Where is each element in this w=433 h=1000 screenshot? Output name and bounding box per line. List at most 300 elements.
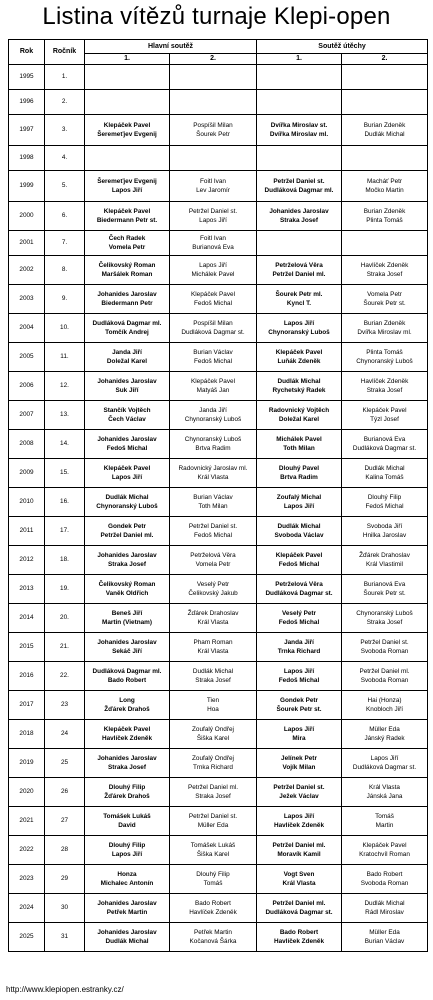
player-name-second: Svoboda Roman: [360, 880, 409, 887]
result-cell-b: [170, 575, 257, 604]
result-cell-a: [85, 314, 170, 343]
player-name-first: [342, 68, 427, 77]
result-cell-a: [85, 662, 170, 691]
player-name-first: [342, 93, 427, 102]
year-cell: 2021: [9, 807, 45, 836]
player-name-first: Chynoranský Luboš: [356, 610, 413, 617]
player-name-second: Močko Martin: [365, 187, 404, 194]
player-name-first: [257, 234, 341, 243]
year-cell: 1999: [9, 171, 45, 202]
player-name-second: Šiška Karel: [196, 851, 230, 858]
player-name-second: Kratochvíl Roman: [359, 851, 410, 858]
player-name-second: Matyáš Jan: [196, 387, 230, 394]
player-name-first: Klepáček Pavel: [275, 552, 323, 559]
player-name-second: Chynoranský Luboš: [184, 416, 242, 423]
player-name-first: Šourek Petr ml.: [275, 291, 323, 298]
player-name-first: Pham Roman: [193, 639, 233, 646]
player-name-first: Klepáček Pavel: [362, 407, 407, 414]
rocnik-cell: 6.: [45, 202, 85, 231]
year-cell: 2005: [9, 343, 45, 372]
player-name-first: Johanides Jaroslav: [97, 929, 157, 936]
result-cell-c: [257, 372, 342, 401]
table-row: [9, 633, 428, 662]
player-name-second: Vomela Petr: [108, 244, 146, 251]
table-row: [9, 923, 428, 952]
result-cell-c: [257, 146, 342, 171]
result-cell-b: [170, 285, 257, 314]
year-cell: 1998: [9, 146, 45, 171]
player-name-second: Král Vlasta: [282, 880, 316, 887]
player-name-second: Brtva Radim: [280, 474, 318, 481]
player-name-first: Klepáček Pavel: [103, 726, 151, 733]
result-cell-b: [170, 314, 257, 343]
result-cell-b: [170, 65, 257, 90]
year-cell: 2004: [9, 314, 45, 343]
header-rocnik: Ročník: [45, 40, 85, 65]
result-cell-d: [342, 372, 428, 401]
player-name-first: Veselý Petr: [281, 610, 317, 617]
player-name-first: Stančík Vojtěch: [103, 407, 151, 414]
player-name-first: Dlouhý Filip: [108, 784, 146, 791]
player-name-first: Gondek Petr: [280, 697, 318, 704]
player-name-first: Svoboda Jiří: [366, 523, 403, 530]
result-cell-a: [85, 488, 170, 517]
player-name-second: Luňák Zdeněk: [277, 358, 321, 365]
player-name-second: Lev Jaromír: [196, 187, 230, 194]
table-row: [9, 488, 428, 517]
result-cell-c: [257, 517, 342, 546]
player-name-second: Toth Milan: [283, 445, 315, 452]
player-name-first: Lapos Jiří: [283, 668, 315, 675]
player-name-second: Michálek Pavel: [191, 271, 235, 278]
rocnik-cell: 2.: [45, 90, 85, 115]
player-name-first: Burian Zdeněk: [363, 208, 406, 215]
result-cell-a: [85, 343, 170, 372]
result-cell-d: [342, 343, 428, 372]
result-cell-c: [257, 894, 342, 923]
player-name-second: Havlíček Zdeněk: [189, 909, 237, 916]
player-name-second: Fedoš Michal: [193, 300, 232, 307]
year-cell: 2025: [9, 923, 45, 952]
table-row: [9, 720, 428, 749]
result-cell-d: [342, 401, 428, 430]
result-cell-a: [85, 430, 170, 459]
result-cell-a: [85, 546, 170, 575]
result-cell-c: [257, 430, 342, 459]
player-name-first: Dudlák Michal: [105, 494, 149, 501]
player-name-second: Čelikovský Jakub: [188, 590, 238, 597]
result-cell-d: [342, 923, 428, 952]
result-cell-c: [257, 90, 342, 115]
result-cell-d: [342, 459, 428, 488]
player-name-second: Hnilka Jaroslav: [362, 532, 407, 539]
player-name-second: Dudlák Michal: [364, 131, 405, 138]
player-name-first: [257, 93, 341, 102]
player-name-first: [170, 93, 256, 102]
player-name-first: Long: [119, 697, 135, 704]
player-name-second: Michalec Antonín: [100, 880, 154, 887]
player-name-first: Petrželová Věra: [275, 262, 323, 269]
player-name-second: Fedoš Michal: [278, 619, 320, 626]
player-name-first: Čelikovský Roman: [98, 262, 156, 269]
player-name-second: Suk Jiří: [115, 387, 139, 394]
result-cell-c: [257, 488, 342, 517]
result-cell-d: [342, 171, 428, 202]
player-name-second: Vomela Petr: [195, 561, 231, 568]
player-name-second: Rádl Miroslav: [365, 909, 404, 916]
player-name-first: Burian Zdeněk: [363, 122, 406, 129]
rocnik-cell: 27: [45, 807, 85, 836]
result-cell-c: [257, 231, 342, 256]
year-cell: 2002: [9, 256, 45, 285]
player-name-first: Lapos Jiří: [283, 726, 315, 733]
player-name-second: Mira: [292, 735, 306, 742]
player-name-second: Maršálek Roman: [101, 271, 153, 278]
rocnik-cell: 13.: [45, 401, 85, 430]
player-name-second: Petřek Martin: [106, 909, 148, 916]
result-cell-a: [85, 90, 170, 115]
rocnik-cell: 24: [45, 720, 85, 749]
rocnik-cell: 8.: [45, 256, 85, 285]
player-name-first: Dvířka Miroslav st.: [270, 122, 328, 129]
player-name-first: Hai (Honza): [367, 697, 402, 704]
player-name-first: Johanides Jaroslav: [97, 552, 157, 559]
rocnik-cell: 31: [45, 923, 85, 952]
result-cell-d: [342, 894, 428, 923]
table-row: [9, 231, 428, 256]
result-cell-c: [257, 923, 342, 952]
player-name-first: Čelikovský Roman: [98, 581, 156, 588]
result-cell-b: [170, 115, 257, 146]
player-name-second: Dudláková Dagmar st.: [265, 909, 333, 916]
player-name-first: Klepáček Pavel: [103, 465, 151, 472]
player-name-second: Tomčík Andrej: [105, 329, 149, 336]
year-cell: 2013: [9, 575, 45, 604]
player-name-first: Johanides Jaroslav: [97, 291, 157, 298]
year-cell: 2009: [9, 459, 45, 488]
result-cell-d: [342, 836, 428, 865]
result-cell-a: [85, 401, 170, 430]
player-name-first: Král Vlasta: [369, 784, 400, 791]
player-name-first: Dlouhý Filip: [196, 871, 230, 878]
result-cell-d: [342, 90, 428, 115]
result-cell-d: [342, 749, 428, 778]
result-cell-b: [170, 146, 257, 171]
table-row: [9, 836, 428, 865]
result-cell-a: [85, 836, 170, 865]
player-name-second: Lapos Jiří: [199, 217, 227, 224]
player-name-first: Petržel Daniel st.: [360, 639, 409, 646]
rocnik-cell: 4.: [45, 146, 85, 171]
player-name-first: [257, 149, 341, 158]
player-name-first: Janda Jiří: [199, 407, 227, 414]
year-cell: 2010: [9, 488, 45, 517]
result-cell-a: [85, 459, 170, 488]
year-cell: 2019: [9, 749, 45, 778]
table-row: [9, 865, 428, 894]
result-cell-b: [170, 894, 257, 923]
header-soutez-utechy: Soutěž útěchy: [257, 40, 428, 54]
player-name-second: Havlíček Zdeněk: [273, 822, 325, 829]
player-name-second: Dudláková Dagmar st.: [181, 329, 245, 336]
result-cell-c: [257, 343, 342, 372]
player-name-first: Burian Václav: [193, 494, 233, 501]
table-row: [9, 517, 428, 546]
player-name-first: Johanides Jaroslav: [97, 755, 157, 762]
result-cell-d: [342, 517, 428, 546]
player-name-second: Lapos Jiří: [283, 503, 315, 510]
player-name-first: Tomášek Lukáš: [190, 842, 236, 849]
player-name-second: Fedoš Michal: [193, 532, 232, 539]
year-cell: 2024: [9, 894, 45, 923]
player-name-first: Veselý Petr: [196, 581, 230, 588]
rocnik-cell: 3.: [45, 115, 85, 146]
result-cell-d: [342, 115, 428, 146]
player-name-first: Müller Eda: [369, 929, 400, 936]
result-cell-b: [170, 865, 257, 894]
header-utechy-2: 2.: [342, 54, 428, 65]
player-name-first: Tien: [206, 697, 220, 704]
player-name-first: Burian Václav: [193, 349, 233, 356]
player-name-first: Klepáček Pavel: [103, 122, 151, 129]
player-name-second: Kalina Tomáš: [365, 474, 404, 481]
result-cell-a: [85, 202, 170, 231]
player-name-second: Týzl Josef: [370, 416, 399, 423]
result-cell-b: [170, 488, 257, 517]
result-cell-d: [342, 604, 428, 633]
player-name-first: Vomela Petr: [367, 291, 402, 298]
player-name-second: [85, 77, 169, 86]
player-name-second: [170, 158, 256, 167]
result-cell-b: [170, 90, 257, 115]
result-cell-b: [170, 604, 257, 633]
player-name-first: Petržel Daniel st.: [188, 208, 238, 215]
player-name-first: Petržel Daniel st.: [273, 784, 325, 791]
player-name-second: [170, 102, 256, 111]
player-name-first: Gondek Petr: [108, 523, 146, 530]
table-row: [9, 662, 428, 691]
player-name-first: Dudláková Dagmar ml.: [92, 320, 162, 327]
player-name-first: Klepáček Pavel: [362, 842, 407, 849]
result-cell-d: [342, 575, 428, 604]
player-name-first: Zoufalý Michal: [276, 494, 322, 501]
player-name-second: Sekáč Jiří: [112, 648, 142, 655]
table-row: [9, 430, 428, 459]
result-cell-c: [257, 691, 342, 720]
result-cell-c: [257, 285, 342, 314]
player-name-second: [342, 102, 427, 111]
player-name-first: Petřek Martin: [193, 929, 232, 936]
result-cell-d: [342, 146, 428, 171]
header-rok: Rok: [9, 40, 45, 65]
result-cell-d: [342, 778, 428, 807]
player-name-first: Petržel Daniel ml.: [187, 784, 239, 791]
result-cell-d: [342, 65, 428, 90]
player-name-second: Vojík Milan: [282, 764, 316, 771]
player-name-second: Kočanová Šárka: [189, 938, 237, 945]
rocnik-cell: 23: [45, 691, 85, 720]
result-cell-c: [257, 604, 342, 633]
player-name-first: Burianová Eva: [363, 581, 406, 588]
table-row: [9, 459, 428, 488]
player-name-second: Čech Václav: [108, 416, 146, 423]
rocnik-cell: 14.: [45, 430, 85, 459]
result-cell-d: [342, 662, 428, 691]
player-name-second: Straka Josef: [366, 387, 403, 394]
player-name-second: [257, 158, 341, 167]
player-name-first: Žďárek Drahoslav: [359, 552, 410, 559]
player-name-first: Johanides Jaroslav: [269, 208, 329, 215]
header-hlavni-1: 1.: [85, 54, 170, 65]
rocnik-cell: 30: [45, 894, 85, 923]
player-name-first: Klepáček Pavel: [275, 349, 323, 356]
player-name-first: Vogt Sven: [283, 871, 315, 878]
result-cell-b: [170, 343, 257, 372]
player-name-second: Straka Josef: [366, 619, 403, 626]
player-name-first: Čech Radek: [108, 235, 146, 242]
player-name-first: [342, 234, 427, 243]
year-cell: 2012: [9, 546, 45, 575]
result-cell-a: [85, 285, 170, 314]
result-cell-c: [257, 171, 342, 202]
result-cell-d: [342, 865, 428, 894]
player-name-first: Johanides Jaroslav: [97, 639, 157, 646]
player-name-first: Petržel Daniel ml.: [272, 900, 326, 907]
player-name-second: Martin (Vietnam): [102, 619, 152, 626]
year-cell: 2011: [9, 517, 45, 546]
table-row: [9, 401, 428, 430]
player-name-second: Šourek Petr st.: [276, 706, 322, 713]
result-cell-b: [170, 256, 257, 285]
rocnik-cell: 29: [45, 865, 85, 894]
player-name-first: Radovnický Vojtěch: [268, 407, 330, 414]
table-row: [9, 372, 428, 401]
player-name-second: Doležal Karel: [278, 416, 320, 423]
player-name-first: Petrželová Věra: [275, 581, 323, 588]
rocnik-cell: 20.: [45, 604, 85, 633]
year-cell: 2003: [9, 285, 45, 314]
result-cell-b: [170, 459, 257, 488]
result-cell-a: [85, 894, 170, 923]
player-name-second: Kyncl T.: [286, 300, 312, 307]
player-name-second: Šiška Karel: [196, 735, 230, 742]
result-cell-c: [257, 836, 342, 865]
player-name-second: Dudláková Dagmar st.: [352, 445, 417, 452]
result-cell-a: [85, 171, 170, 202]
result-cell-b: [170, 749, 257, 778]
rocnik-cell: 21.: [45, 633, 85, 662]
player-name-second: Fedoš Michal: [193, 358, 232, 365]
player-name-first: Plinta Tomáš: [366, 349, 403, 356]
player-name-second: Šourek Petr st.: [363, 590, 406, 597]
player-name-first: Lapos Jiří: [283, 320, 315, 327]
result-cell-c: [257, 65, 342, 90]
player-name-first: Michálek Pavel: [276, 436, 322, 443]
player-name-second: Král Vlastimil: [366, 561, 403, 568]
player-name-first: Pospíšil Milan: [193, 320, 233, 327]
year-cell: 1997: [9, 115, 45, 146]
result-cell-a: [85, 807, 170, 836]
result-cell-b: [170, 517, 257, 546]
player-name-first: Jelínek Petr: [281, 755, 317, 762]
result-cell-d: [342, 314, 428, 343]
result-cell-c: [257, 778, 342, 807]
result-cell-b: [170, 430, 257, 459]
player-name-second: Havlíček Zdeněk: [273, 938, 325, 945]
player-name-second: Havlíček Zdeněk: [101, 735, 153, 742]
player-name-second: Jánská Jana: [366, 793, 403, 800]
player-name-first: Dudlák Michal: [364, 465, 405, 472]
rocnik-cell: 22.: [45, 662, 85, 691]
table-row: [9, 343, 428, 372]
year-cell: 1995: [9, 65, 45, 90]
player-name-first: Dlouhý Pavel: [278, 465, 320, 472]
player-name-second: [257, 102, 341, 111]
result-cell-c: [257, 459, 342, 488]
table-body: [9, 65, 428, 952]
rocnik-cell: 10.: [45, 314, 85, 343]
result-cell-c: [257, 749, 342, 778]
result-cell-c: [257, 202, 342, 231]
year-cell: 2022: [9, 836, 45, 865]
table-row: [9, 575, 428, 604]
player-name-second: Müller Eda: [197, 822, 229, 829]
table-row: [9, 546, 428, 575]
player-name-second: Trnka Richard: [193, 764, 233, 771]
player-name-first: Dlouhý Filip: [108, 842, 146, 849]
player-name-second: [257, 243, 341, 252]
player-name-second: Petržel Daniel ml.: [100, 532, 154, 539]
player-name-second: Dudláková Dagmar st.: [352, 764, 417, 771]
player-name-second: Žďárek Drahoš: [104, 793, 150, 800]
result-cell-b: [170, 633, 257, 662]
player-name-first: Petržel Daniel st.: [188, 523, 238, 530]
player-name-first: [170, 149, 256, 158]
result-cell-d: [342, 807, 428, 836]
rocnik-cell: 25: [45, 749, 85, 778]
player-name-first: Lapos Jiří: [283, 813, 315, 820]
player-name-second: Chynoranský Luboš: [96, 503, 158, 510]
result-cell-c: [257, 256, 342, 285]
result-cell-a: [85, 691, 170, 720]
player-name-first: Zoufalý Ondřej: [192, 755, 234, 762]
player-name-second: Burianová Eva: [192, 244, 234, 251]
rocnik-cell: 15.: [45, 459, 85, 488]
year-cell: 2014: [9, 604, 45, 633]
result-cell-c: [257, 633, 342, 662]
player-name-first: Petrželová Věra: [190, 552, 236, 559]
result-cell-a: [85, 923, 170, 952]
player-name-first: Lapos Jiří: [199, 262, 227, 269]
player-name-first: Foitl Ivan: [200, 235, 226, 242]
result-cell-c: [257, 401, 342, 430]
player-name-second: Straka Josef: [279, 217, 318, 224]
table-row: [9, 691, 428, 720]
player-name-first: Petržel Daniel st.: [273, 178, 325, 185]
player-name-second: Lapos Jiří: [111, 474, 143, 481]
player-name-first: Dudláková Dagmar ml.: [92, 668, 162, 675]
player-name-second: Straka Josef: [195, 677, 231, 684]
rocnik-cell: 1.: [45, 65, 85, 90]
player-name-first: Havlíček Zdeněk: [360, 262, 409, 269]
rocnik-cell: 9.: [45, 285, 85, 314]
result-cell-d: [342, 256, 428, 285]
player-name-second: [85, 102, 169, 111]
result-cell-d: [342, 720, 428, 749]
year-cell: 2008: [9, 430, 45, 459]
player-name-second: Šourek Petr st.: [363, 300, 406, 307]
result-cell-a: [85, 749, 170, 778]
